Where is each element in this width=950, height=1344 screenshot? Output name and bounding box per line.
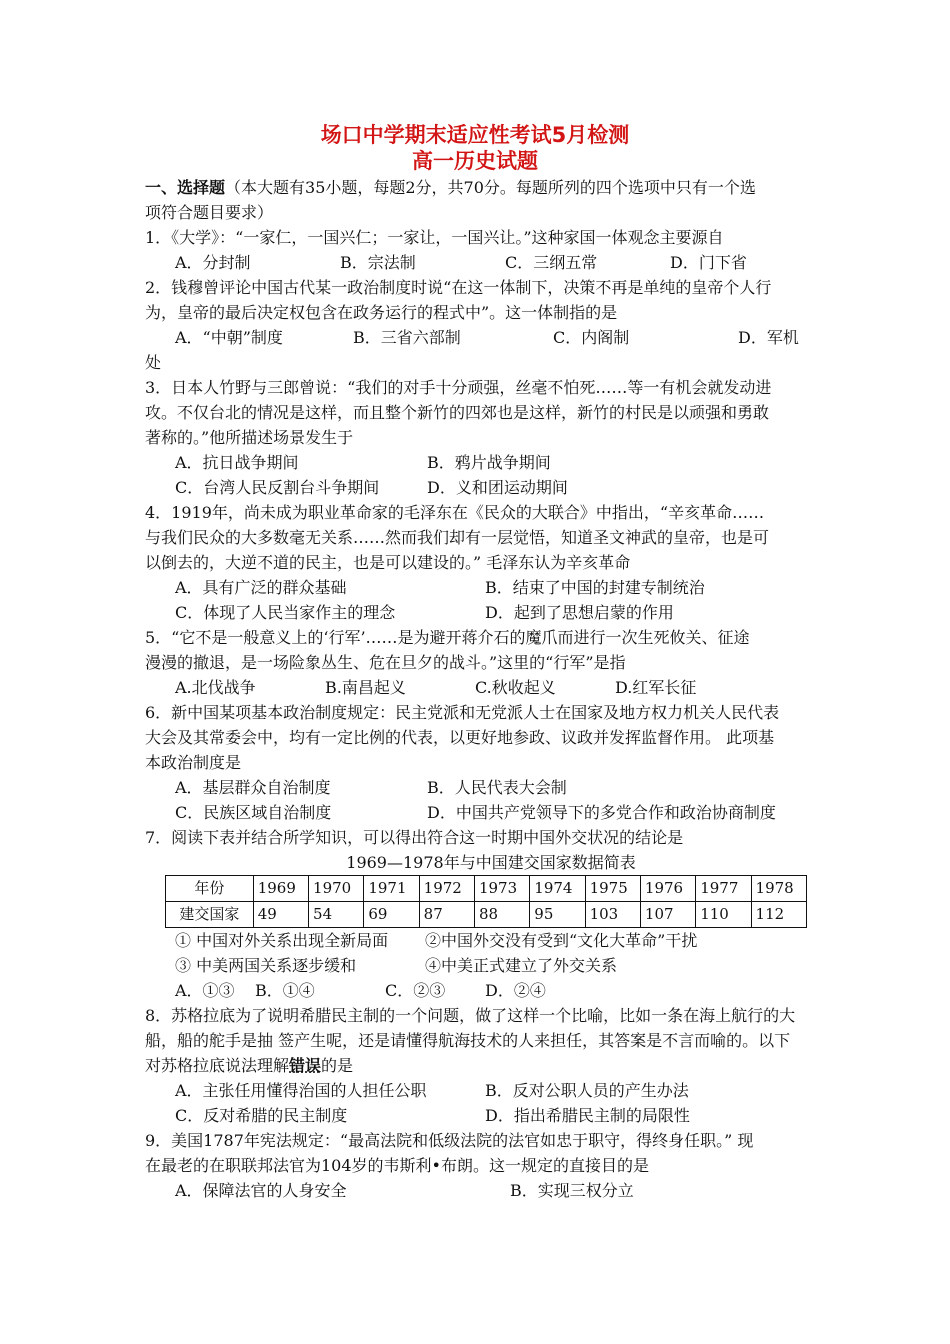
option-a: A．“中朝”制度 [175, 328, 283, 347]
table-cell: 54 [309, 902, 364, 928]
question-5-options [145, 675, 807, 700]
section-desc: （本大题有35小题，每题2分，共70分。每题所列的四个选项中只有一个选 [225, 178, 756, 197]
option-a: A．基层群众自治制度 [175, 778, 331, 797]
table-cell: 1972 [419, 876, 474, 902]
question-8-options [145, 1078, 807, 1103]
table-cell: 107 [640, 902, 695, 928]
option-a: A．抗日战争期间 [175, 453, 299, 472]
question-6-stem: 大会及其常委会中，均有一定比例的代表，以更好地参政、议政并发挥监督作用。 此项基 [145, 728, 775, 747]
option-c: C.秋收起义 [475, 678, 556, 697]
table-cell: 1977 [696, 876, 751, 902]
option-b: B．鸦片战争期间 [427, 453, 551, 472]
table-cell: 112 [751, 902, 806, 928]
question-7-statements [145, 953, 807, 978]
option-a: A．具有广泛的群众基础 [175, 578, 347, 597]
table-cell: 110 [696, 902, 751, 928]
question-4-stem: 4．1919年，尚未成为职业革命家的毛泽东在《民众的大联合》中指出，“辛亥革命…… [145, 503, 765, 522]
emphasis-word: 错误 [289, 1056, 322, 1075]
option-d: D．义和团运动期间 [427, 478, 568, 497]
table-cell: 103 [585, 902, 640, 928]
question-9-options [145, 1178, 807, 1203]
table-cell: 1976 [640, 876, 695, 902]
statement-2: ②中国外交没有受到“文化大革命”干扰 [425, 931, 698, 950]
option-d: D．起到了思想启蒙的作用 [485, 603, 674, 622]
table-cell: 1975 [585, 876, 640, 902]
question-7-stem: 7．阅读下表并结合所学知识，可以得出符合这一时期中国外交状况的结论是 [145, 828, 684, 847]
table-cell: 1974 [530, 876, 585, 902]
statement-1: ① 中国对外关系出现全新局面 [175, 931, 389, 950]
question-4-options [145, 600, 807, 625]
option-b: B．①④ [255, 981, 315, 1000]
section-desc-cont: 项符合题目要求） [145, 203, 274, 222]
option-a: A.北伐战争 [175, 678, 256, 697]
stem-text: 对苏格拉底说法理解 [145, 1056, 290, 1075]
question-3-stem: 攻。不仅台北的情况是这样，而且整个新竹的四郊也是这样，新竹的村民是以顽强和勇敢 [145, 403, 770, 422]
question-8-stem [145, 1053, 807, 1078]
option-d: D．②④ [485, 981, 546, 1000]
question-8-options [145, 1103, 807, 1128]
option-b: B．宗法制 [340, 253, 416, 272]
question-7-options [145, 978, 807, 1003]
table-cell: 1978 [751, 876, 806, 902]
option-b: B．反对公职人员的产生办法 [485, 1081, 689, 1100]
question-9-stem: 9．美国1787年宪法规定：“最高法院和低级法院的法官如忠于职守，得终身任职。” 现 [145, 1131, 754, 1150]
option-d: D.红军长征 [615, 678, 697, 697]
table-cell: 1971 [364, 876, 419, 902]
option-c: C．②③ [385, 981, 446, 1000]
question-1-stem: 1．《大学》：“一家仁，一国兴仁；一家让，一国兴让。”这种家国一体观念主要源自 [145, 228, 724, 247]
exam-content [145, 175, 807, 1203]
question-3-options [145, 450, 807, 475]
table-cell: 1969 [253, 876, 308, 902]
question-4-options [145, 575, 807, 600]
table-cell: 87 [419, 902, 474, 928]
question-4-stem: 以倒去的，大逆不道的民主，也是可以建设的。” 毛泽东认为辛亥革命 [145, 553, 631, 572]
table-cell: 95 [530, 902, 585, 928]
question-3-stem: 3．日本人竹野与三郎曾说：“我们的对手十分顽强，丝毫不怕死……等一有机会就发动进 [145, 378, 772, 397]
stem-text: 的是 [321, 1056, 354, 1075]
option-c: C．反对希腊的民主制度 [175, 1106, 348, 1125]
question-5-stem: 5．“它不是一般意义上的‘行军’……是为避开蒋介石的魔爪而进行一次生死攸关、征途 [145, 628, 750, 647]
table-caption: 1969—1978年与中国建交国家数据简表 [346, 853, 636, 872]
table-header-cell: 建交国家 [166, 902, 254, 928]
table-cell: 49 [253, 902, 308, 928]
option-c: C．三纲五常 [505, 253, 598, 272]
option-d: D．中国共产党领导下的多党合作和政治协商制度 [427, 803, 776, 822]
question-1-options [145, 250, 807, 275]
option-a: A．①③ [175, 981, 235, 1000]
exam-subtitle: 高一历史试题 [412, 149, 538, 173]
option-b: B．结束了中国的封建专制统治 [485, 578, 705, 597]
question-6-stem: 本政治制度是 [145, 753, 242, 772]
option-d: D．指出希腊民主制的局限性 [485, 1106, 690, 1125]
question-2-option-d-cont: 处 [145, 353, 162, 372]
question-4-stem: 与我们民众的大多数毫无关系……然而我们却有一层觉悟，知道圣文神武的皇帝，也是可 [145, 528, 770, 547]
option-b: B．三省六部制 [353, 328, 461, 347]
question-8-stem: 8．苏格拉底为了说明希腊民主制的一个问题，做了这样一个比喻，比如一条在海上航行的大 [145, 1006, 796, 1025]
question-2-stem: 为，皇帝的最后决定权包含在政务运行的程式中”。这一体制指的是 [145, 303, 618, 322]
option-b: B．实现三权分立 [510, 1181, 634, 1200]
option-c: C．内阁制 [553, 328, 630, 347]
section-heading: 一、选择题 [145, 178, 226, 197]
question-3-stem: 著称的。”他所描述场景发生于 [145, 428, 354, 447]
question-9-stem: 在最老的在职联邦法官为104岁的韦斯利•布朗。这一规定的直接目的是 [145, 1156, 649, 1175]
table-row [166, 902, 807, 928]
option-a: A．分封制 [175, 253, 251, 272]
statement-4: ④中美正式建立了外交关系 [425, 956, 618, 975]
option-c: C．台湾人民反割台斗争期间 [175, 478, 380, 497]
table-cell: 69 [364, 902, 419, 928]
option-c: C．民族区域自治制度 [175, 803, 332, 822]
option-b: B.南昌起义 [325, 678, 406, 697]
table-cell: 1970 [309, 876, 364, 902]
statement-3: ③ 中美两国关系逐步缓和 [175, 956, 357, 975]
option-d: D．门下省 [670, 253, 747, 272]
question-3-options [145, 475, 807, 500]
question-7-statements [145, 928, 807, 953]
table-cell: 1973 [474, 876, 529, 902]
option-d: D．军机 [738, 328, 799, 347]
question-6-options [145, 800, 807, 825]
table-row [166, 876, 807, 902]
option-a: A．主张任用懂得治国的人担任公职 [175, 1081, 427, 1100]
option-a: A．保障法官的人身安全 [175, 1181, 347, 1200]
table-header-cell: 年份 [166, 876, 254, 902]
question-6-stem: 6．新中国某项基本政治制度规定：民主党派和无党派人士在国家及地方权力机关人民代表 [145, 703, 780, 722]
option-c: C．体现了人民当家作主的理念 [175, 603, 396, 622]
diplomacy-table [165, 875, 807, 928]
question-5-stem: 漫漫的撤退，是一场险象丛生、危在旦夕的战斗。”这里的“行军”是指 [145, 653, 626, 672]
question-6-options [145, 775, 807, 800]
table-cell: 88 [474, 902, 529, 928]
option-b: B．人民代表大会制 [427, 778, 567, 797]
question-2-options [145, 325, 807, 350]
exam-title: 场口中学期末适应性考试5月检测 [320, 123, 630, 147]
section-heading-line [145, 175, 807, 200]
question-2-stem: 2．钱穆曾评论中国古代某一政治制度时说“在这一体制下，决策不再是单纯的皇帝个人行 [145, 278, 772, 297]
question-8-stem: 船，船的舵手是抽 签产生呢，还是请懂得航海技术的人来担任，其答案是不言而喻的。以下 [145, 1031, 791, 1050]
